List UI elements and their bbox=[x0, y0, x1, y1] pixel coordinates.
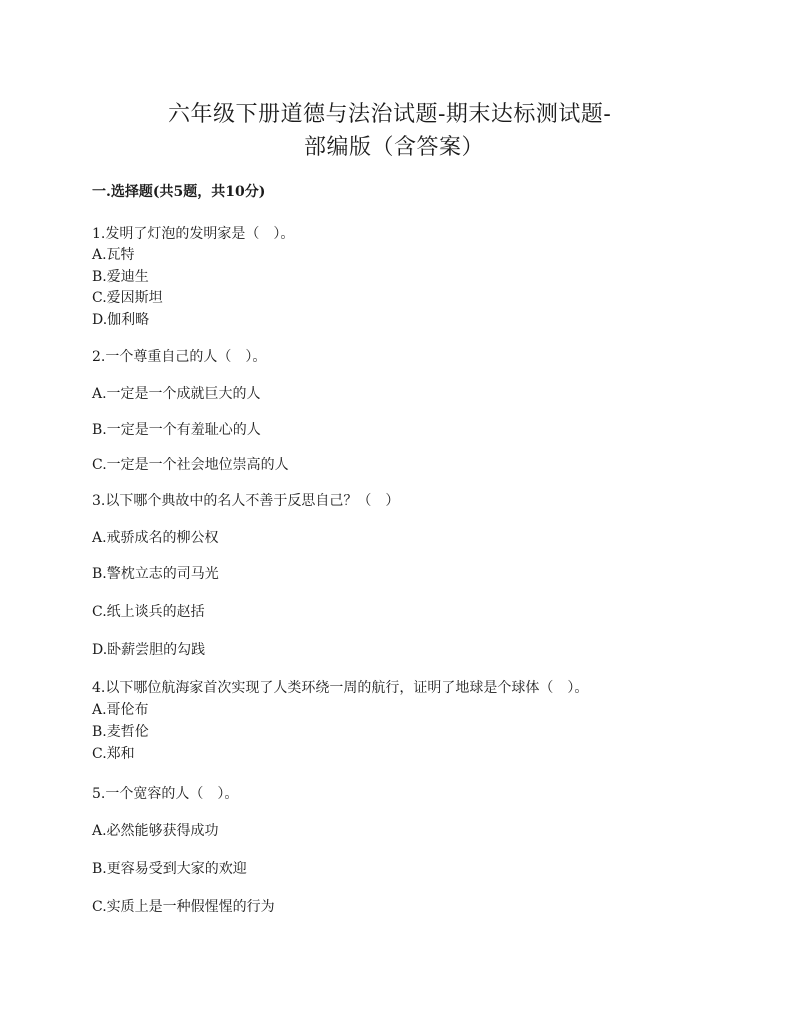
question-5-option-b: B.更容易受到大家的欢迎 bbox=[92, 861, 247, 877]
question-1-stem: 1.发明了灯泡的发明家是（ ）。 bbox=[92, 226, 295, 242]
question-4-option-b: B.麦哲伦 bbox=[92, 724, 149, 740]
question-1-option-d: D.伽利略 bbox=[92, 312, 150, 328]
question-4-option-a: A.哥伦布 bbox=[92, 702, 149, 718]
question-3-option-b: B.警枕立志的司马光 bbox=[92, 566, 219, 582]
section-heading: 一.选择题(共5题，共10分) bbox=[92, 184, 266, 200]
question-3-option-d: D.卧薪尝胆的勾践 bbox=[92, 642, 206, 658]
question-1-option-a: A.瓦特 bbox=[92, 247, 135, 263]
question-2-option-a: A.一定是一个成就巨大的人 bbox=[92, 386, 261, 402]
document-title-line-2: 部编版（含答案） bbox=[304, 135, 485, 160]
question-4-option-c: C.郑和 bbox=[92, 746, 135, 762]
question-3-option-c: C.纸上谈兵的赵括 bbox=[92, 604, 205, 620]
question-3-option-a: A.戒骄成名的柳公权 bbox=[92, 530, 219, 546]
question-5-stem: 5.一个宽容的人（ ）。 bbox=[92, 786, 239, 802]
question-1-option-b: B.爱迪生 bbox=[92, 269, 149, 285]
question-2-stem: 2.一个尊重自己的人（ ）。 bbox=[92, 349, 267, 365]
question-5-option-c: C.实质上是一种假惺惺的行为 bbox=[92, 899, 275, 915]
question-1-option-c: C.爱因斯坦 bbox=[92, 290, 163, 306]
question-3-stem: 3.以下哪个典故中的名人不善于反思自己？（ ） bbox=[92, 493, 400, 509]
question-2-option-b: B.一定是一个有羞耻心的人 bbox=[92, 422, 261, 438]
document-title-line-1: 六年级下册道德与法治试题-期末达标测试题- bbox=[168, 102, 612, 127]
question-5-option-a: A.必然能够获得成功 bbox=[92, 823, 219, 839]
question-2-option-c: C.一定是一个社会地位崇高的人 bbox=[92, 457, 289, 473]
question-4-stem: 4.以下哪位航海家首次实现了人类环绕一周的航行，证明了地球是个球体（ ）。 bbox=[92, 680, 589, 696]
